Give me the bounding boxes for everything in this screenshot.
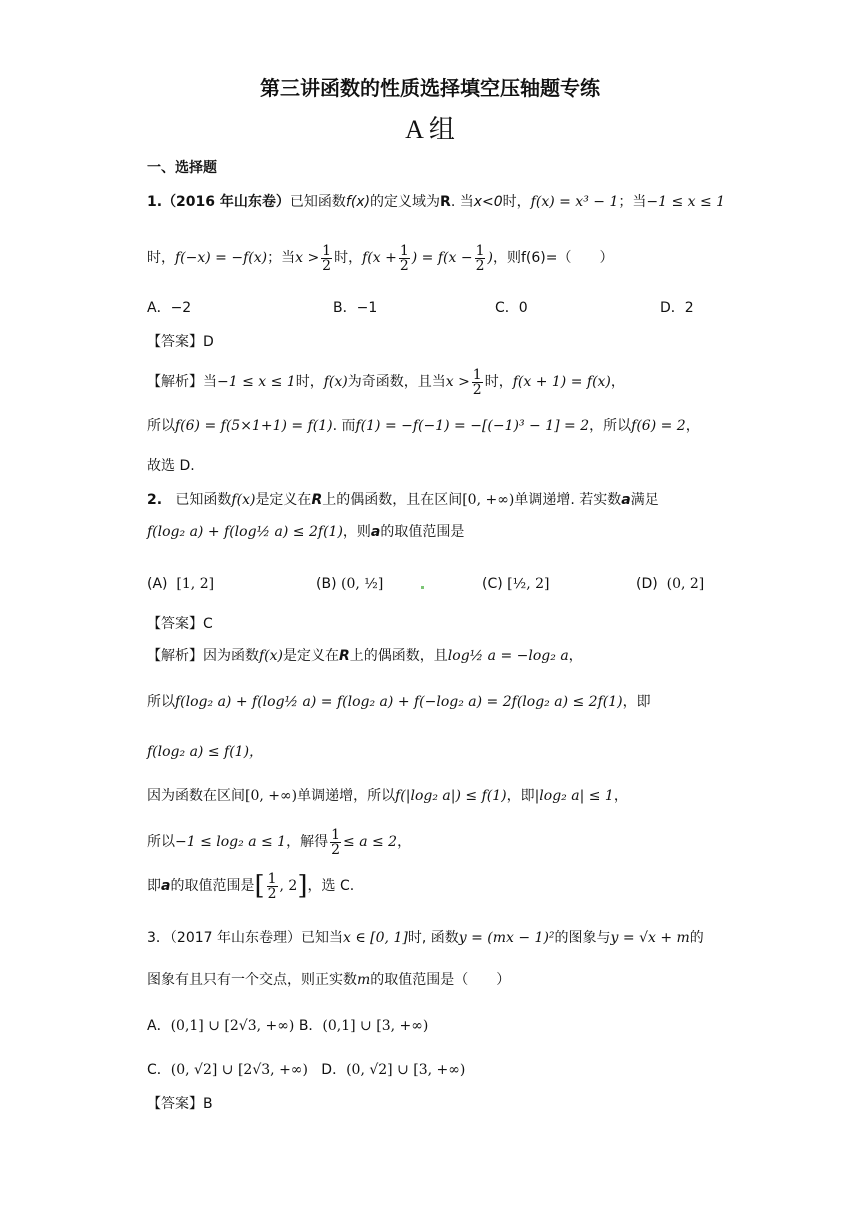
q3-line-1: 3．（2017 年山东卷理）已知当x ∈ [0, 1]时, 函数y = (mx − 1)²的图象与y = √x + m的 — [147, 930, 704, 946]
q2-analysis-4: 因为函数在区间[0, +∞)单调递增，所以f(|log₂ a|) ≤ f(1)，即|log₂ a| ≤ 1， — [147, 788, 628, 804]
decorative-dot — [421, 586, 424, 589]
q1-option-d: D．2 — [660, 300, 694, 316]
q2-line-2: f(log₂ a) + f(log½ a) ≤ 2f(1)，则a的取值范围是 — [147, 524, 465, 540]
q2-option-c: (C) [½, 2] — [482, 576, 550, 592]
q2-option-d: (D) (0, 2] — [636, 576, 705, 592]
fraction-half: $\frac{1}{2}$ — [322, 242, 332, 274]
q3-options-cd: C．(0, √2] ∪ [2√3, +∞) D．(0, √2] ∪ [3, +∞) — [147, 1062, 466, 1078]
q2-analysis-2: 所以f(log₂ a) + f(log½ a) = f(log₂ a) + f(−log₂ a) = 2f(log₂ a) ≤ 2f(1)，即 — [147, 694, 651, 710]
q1-analysis-3: 故选 D. — [147, 458, 195, 474]
section-heading: 一、选择题 — [147, 160, 217, 176]
q1-line-1: 1.（2016 年山东卷）已知函数f(x)的定义域为R. 当x<0时，f(x) = x³ − 1；当−1 ≤ x ≤ 1 — [147, 194, 726, 210]
q1-option-a: A．−2 — [147, 300, 192, 316]
q2-analysis-1: 【解析】因为函数f(x)是定义在R上的偶函数，且log½ a = −log₂ a， — [147, 648, 583, 664]
group-heading: A 组 — [405, 115, 455, 144]
q2-option-a: (A) [1, 2] — [147, 576, 215, 592]
q1-analysis-1: 【解析】当−1 ≤ x ≤ 1时，f(x)为奇函数，且当x > $\frac{1}{2}$ 时，f(x + 1) = f(x)， — [147, 366, 625, 398]
q3-line-2: 图象有且只有一个交点，则正实数m的取值范围是（ ） — [147, 972, 511, 988]
q3-options-ab: A．(0,1] ∪ [2√3, +∞) B．(0,1] ∪ [3, +∞) — [147, 1018, 429, 1034]
q1-option-b: B．−1 — [333, 300, 378, 316]
q2-analysis-6: 即a的取值范围是[ $\frac{1}{2}$ , 2]，选 C. — [147, 870, 355, 902]
q2-analysis-5: 所以−1 ≤ log₂ a ≤ 1，解得 $\frac{1}{2}$ ≤ a ≤ 2， — [147, 826, 412, 858]
q1-analysis-2: 所以f(6) = f(5×1+1) = f(1). 而f(1) = −f(−1) = −[(−1)³ − 1] = 2，所以f(6) = 2， — [147, 418, 700, 434]
q1-answer: 【答案】D — [147, 334, 214, 350]
page-title: 第三讲函数的性质选择填空压轴题专练 — [260, 76, 600, 100]
q2-option-b: (B) (0, ½] — [316, 576, 384, 592]
q3-answer: 【答案】B — [147, 1096, 213, 1112]
q2-line-1: 2. 已知函数f(x)是定义在R上的偶函数，且在区间[0, +∞)单调递增. 若实数a满足 — [147, 492, 659, 508]
q2-analysis-3: f(log₂ a) ≤ f(1)， — [147, 744, 264, 760]
q1-option-c: C．0 — [495, 300, 528, 316]
q2-answer: 【答案】C — [147, 616, 213, 632]
q1-line-2: 时，f(−x) = −f(x)；当x > $\frac{1}{2}$ 时，f(x + $\frac{1}{2}$ ) = f(x − $\frac{1}{2}$ )，则f(6)=（ ） — [147, 242, 614, 274]
